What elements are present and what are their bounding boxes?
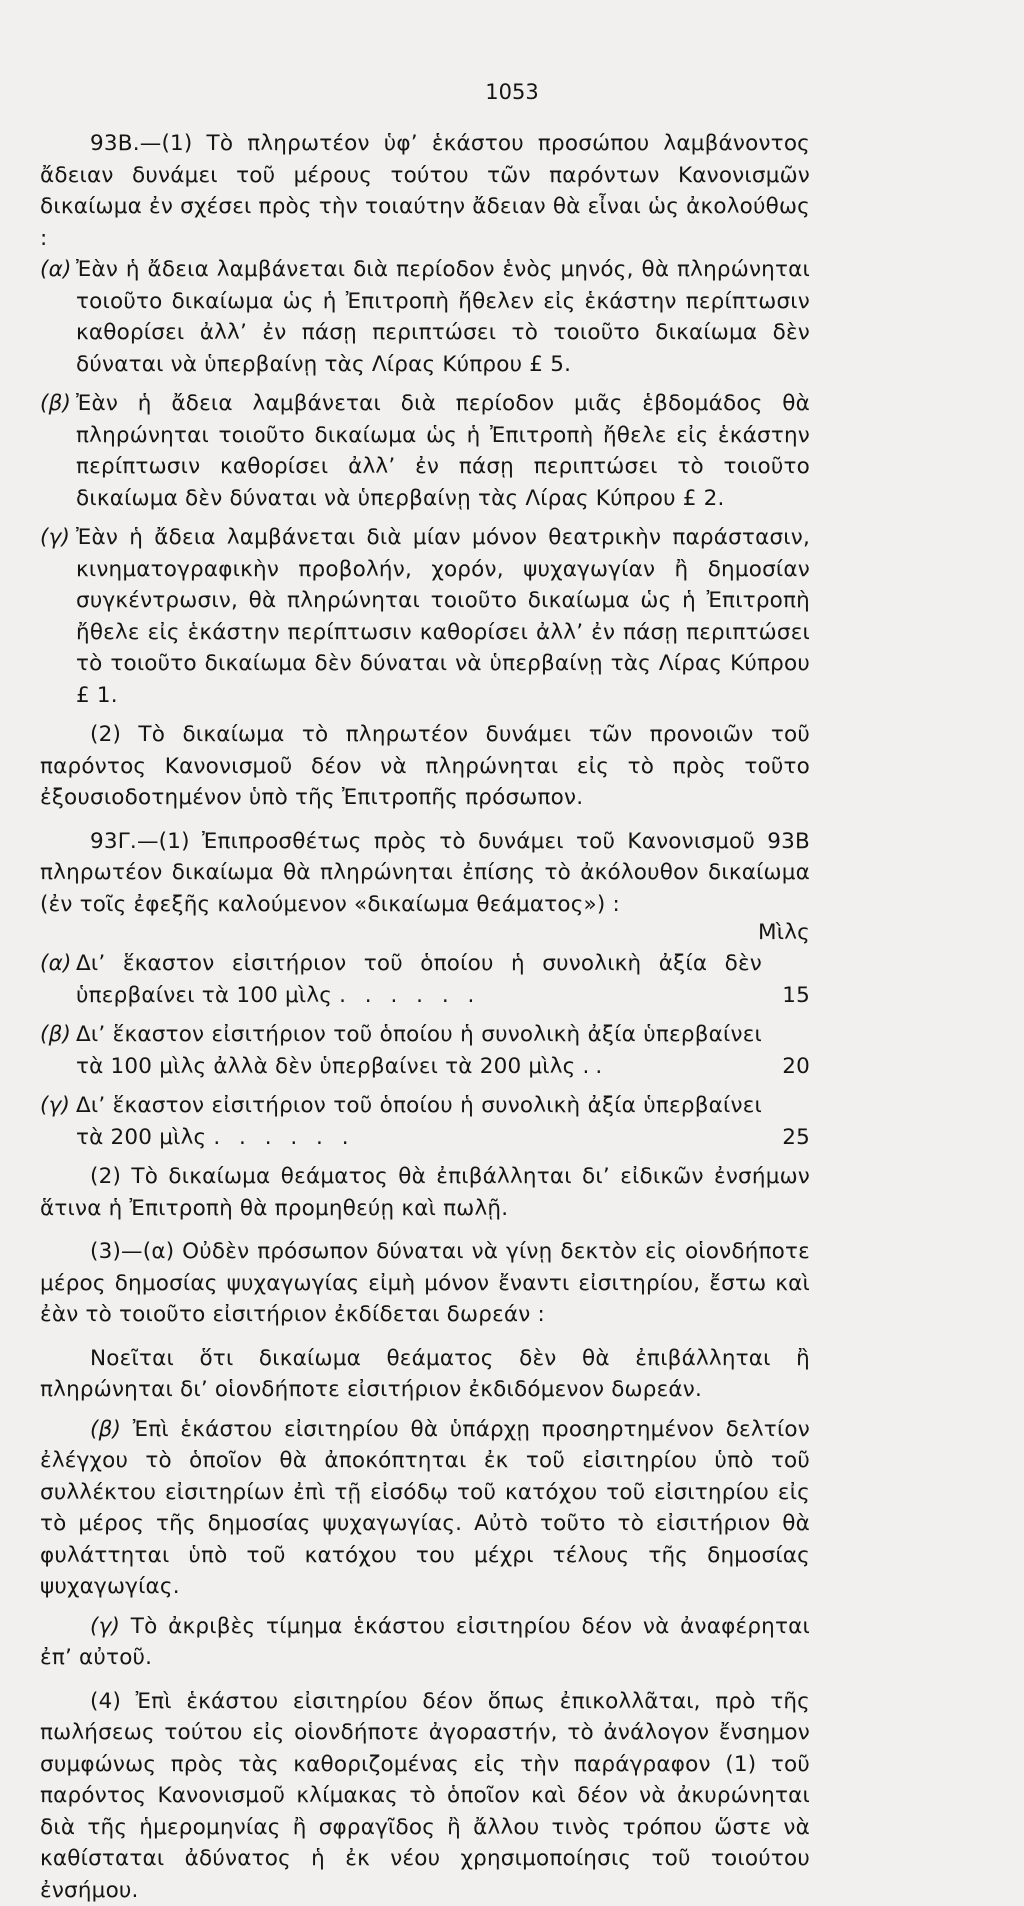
- page-number: 1053: [0, 80, 1024, 104]
- section-93b-item-c: [40, 522, 810, 711]
- para-text: Ἐπὶ ἑκάστου εἰσιτηρίου θὰ ὑπάρχῃ προσηρτημένον δελτίον ἐλέγχου τὸ ὁποῖον θὰ ἀποκόπτηται ἐκ τοῦ εἰσιτηρίου ὑπὸ τοῦ συλλέκτου εἰσιτηρίων ἐπὶ τῇ εἰσόδῳ τοῦ κατόχου τοῦ εἰσιτηρίου εἰς τὸ μέρος τῆς δημοσίας ψυχαγωγίας. Αὐτὸ τοῦτο τὸ εἰσιτήριον θὰ φυλάττηται ὑπὸ τοῦ κατόχου του μέχρι τέλους τῆς δημοσίας ψυχαγωγίας.: [40, 1417, 810, 1600]
- section-93c-para-3c: [40, 1611, 810, 1674]
- fee-text: Δι’ ἕκαστον εἰσιτήριον τοῦ ὁποίου ἡ συνολικὴ ἀξία ὑπερβαίνει τὰ 200 μὶλς: [76, 1093, 762, 1150]
- section-93c-intro: 93Γ.—(1) Ἐπιπροσθέτως πρὸς τὸ δυνάμει τοῦ Κανονισμοῦ 93Β πληρωτέον δικαίωμα θὰ πληρώνηται ἐπίσης τὸ ἀκόλουθον δικαίωμα (ἐν τοῖς ἐφεξῆς καλούμενον «δικαίωμα θεάματος») :: [40, 826, 810, 921]
- section-93c-para-3a: (3)—(α) Οὐδὲν πρόσωπον δύναται νὰ γίνῃ δεκτὸν εἰς οἱονδήποτε μέρος δημοσίας ψυχαγωγίας εἰμὴ μόνον ἔναντι εἰσιτηρίου, ἔστω καὶ ἐὰν τὸ τοιοῦτο εἰσιτήριον ἐκδίδεται δωρεάν :: [40, 1236, 810, 1331]
- fee-amount: 20: [782, 1051, 810, 1083]
- fee-dots: . . . . . .: [339, 983, 480, 1008]
- unit-header: Μὶλς: [40, 918, 810, 948]
- fee-row-b: [40, 1019, 810, 1082]
- section-93c-para-3b: [40, 1414, 810, 1603]
- fee-label: (γ): [40, 1090, 70, 1122]
- fee-row-c: [40, 1090, 810, 1153]
- item-text: Ἐὰν ἡ ἄδεια λαμβάνεται διὰ περίοδον μιᾶς ἑβδομάδος θὰ πληρώνηται τοιοῦτο δικαίωμα ὡς ἡ Ἐπιτροπὴ ἤθελε εἰς ἑκάστην περίπτωσιν καθορίσει ἀλλ’ ἐν πάσῃ περιπτώσει τὸ τοιοῦτο δικαίωμα δὲν δύναται νὰ ὑπερβαίνῃ τὰς Λίρας Κύπρου £ 2.: [76, 391, 810, 511]
- section-93c-para-4: (4) Ἐπὶ ἑκάστου εἰσιτηρίου δέον ὅπως ἐπικολλᾶται, πρὸ τῆς πωλήσεως τούτου εἰς οἱονδήποτε ἀγοραστήν, τὸ ἀνάλογον ἔνσημον συμφώνως πρὸς τὰς καθοριζομένας εἰς τὴν παράγραφον (1) τοῦ παρόντος Κανονισμοῦ κλίμακας τὸ ὁποῖον καὶ δέον νὰ ἀκυρώνηται διὰ τῆς ἡμερομηνίας ἢ σφραγῖδος ἢ ἄλλου τινὸς τρόπου ὥστε νὰ καθίσταται ἀδύνατος ἡ ἐκ νέου χρησιμοποίησις τοῦ τοιούτου ἐνσήμου.: [40, 1686, 810, 1906]
- section-93b-para-2: (2) Τὸ δικαίωμα τὸ πληρωτέον δυνάμει τῶν προνοιῶν τοῦ παρόντος Κανονισμοῦ δέον νὰ πληρώνηται εἰς τὸ πρὸς τοῦτο ἐξουσιοδοτημένον ὑπὸ τῆς Ἐπιτροπῆς πρόσωπον.: [40, 719, 810, 814]
- para-label: (γ): [90, 1614, 120, 1639]
- para-text: Τὸ ἀκριβὲς τίμημα ἑκάστου εἰσιτηρίου δέον νὰ ἀναφέρηται ἐπ’ αὐτοῦ.: [40, 1614, 810, 1671]
- document-body: [40, 128, 810, 1906]
- section-93c-proviso: Νοεῖται ὅτι δικαίωμα θεάματος δὲν θὰ ἐπιβάλληται ἢ πληρώνηται δι’ οἱονδήποτε εἰσιτήριον ἐκδιδόμενον δωρεάν.: [40, 1343, 810, 1406]
- item-text: Ἐὰν ἡ ἄδεια λαμβάνεται διὰ περίοδον ἑνὸς μηνός, θὰ πληρώνηται τοιοῦτο δικαίωμα ὡς ἡ Ἐπιτροπὴ ἤθελεν εἰς ἑκάστην περίπτωσιν καθορίσει ἀλλ’ ἐν πάσῃ περιπτώσει τὸ τοιοῦτο δικαίωμα δὲν δύναται νὰ ὑπερβαίνῃ τὰς Λίρας Κύπρου £ 5.: [76, 257, 810, 377]
- fee-label: (α): [40, 948, 72, 980]
- item-label: (β): [40, 388, 71, 420]
- fee-amount: 15: [782, 980, 810, 1012]
- fee-text: Δι’ ἕκαστον εἰσιτήριον τοῦ ὁποίου ἡ συνολικὴ ἀξία δὲν ὑπερβαίνει τὰ 100 μὶλς: [76, 951, 762, 1008]
- section-93c-para-2: (2) Τὸ δικαίωμα θεάματος θὰ ἐπιβάλληται δι’ εἰδικῶν ἐνσήμων ἅτινα ἡ Ἐπιτροπὴ θὰ προμηθεύῃ καὶ πωλῇ.: [40, 1161, 810, 1224]
- fee-row-a: [40, 948, 810, 1011]
- item-label: (γ): [40, 522, 70, 554]
- fee-label: (β): [40, 1019, 71, 1051]
- item-text: Ἐὰν ἡ ἄδεια λαμβάνεται διὰ μίαν μόνον θεατρικὴν παράστασιν, κινηματογραφικὴν προβολήν, χορόν, ψυχαγωγίαν ἢ δημοσίαν συγκέντρωσιν, θὰ πληρώνηται τοιοῦτο δικαίωμα ὡς ἡ Ἐπιτροπὴ ἤθελε εἰς ἑκάστην περίπτωσιν καθορίσει ἀλλ’ ἐν πάσῃ περιπτώσει τὸ τοιοῦτο δικαίωμα δὲν δύναται νὰ ὑπερβαίνῃ τὰς Λίρας Κύπρου £ 1.: [76, 525, 810, 708]
- para-label: (β): [90, 1417, 121, 1442]
- fee-dots: ..: [583, 1054, 609, 1079]
- fee-amount: 25: [782, 1122, 810, 1154]
- fee-text: Δι’ ἕκαστον εἰσιτήριον τοῦ ὁποίου ἡ συνολικὴ ἀξία ὑπερβαίνει τὰ 100 μὶλς ἀλλὰ δὲν ὑπερβαίνει τὰ 200 μὶλς: [76, 1022, 762, 1079]
- section-93b-item-b: [40, 388, 810, 514]
- fee-dots: . . . . . .: [213, 1125, 354, 1150]
- section-93b-item-a: [40, 254, 810, 380]
- item-label: (α): [40, 254, 72, 286]
- section-93b-intro: 93Β.—(1) Τὸ πληρωτέον ὑφ’ ἑκάστου προσώπου λαμβάνοντος ἄδειαν δυνάμει τοῦ μέρους τούτου τῶν παρόντων Κανονισμῶν δικαίωμα ἐν σχέσει πρὸς τὴν τοιαύτην ἄδειαν θὰ εἶναι ὡς ἀκολούθως :: [40, 128, 810, 254]
